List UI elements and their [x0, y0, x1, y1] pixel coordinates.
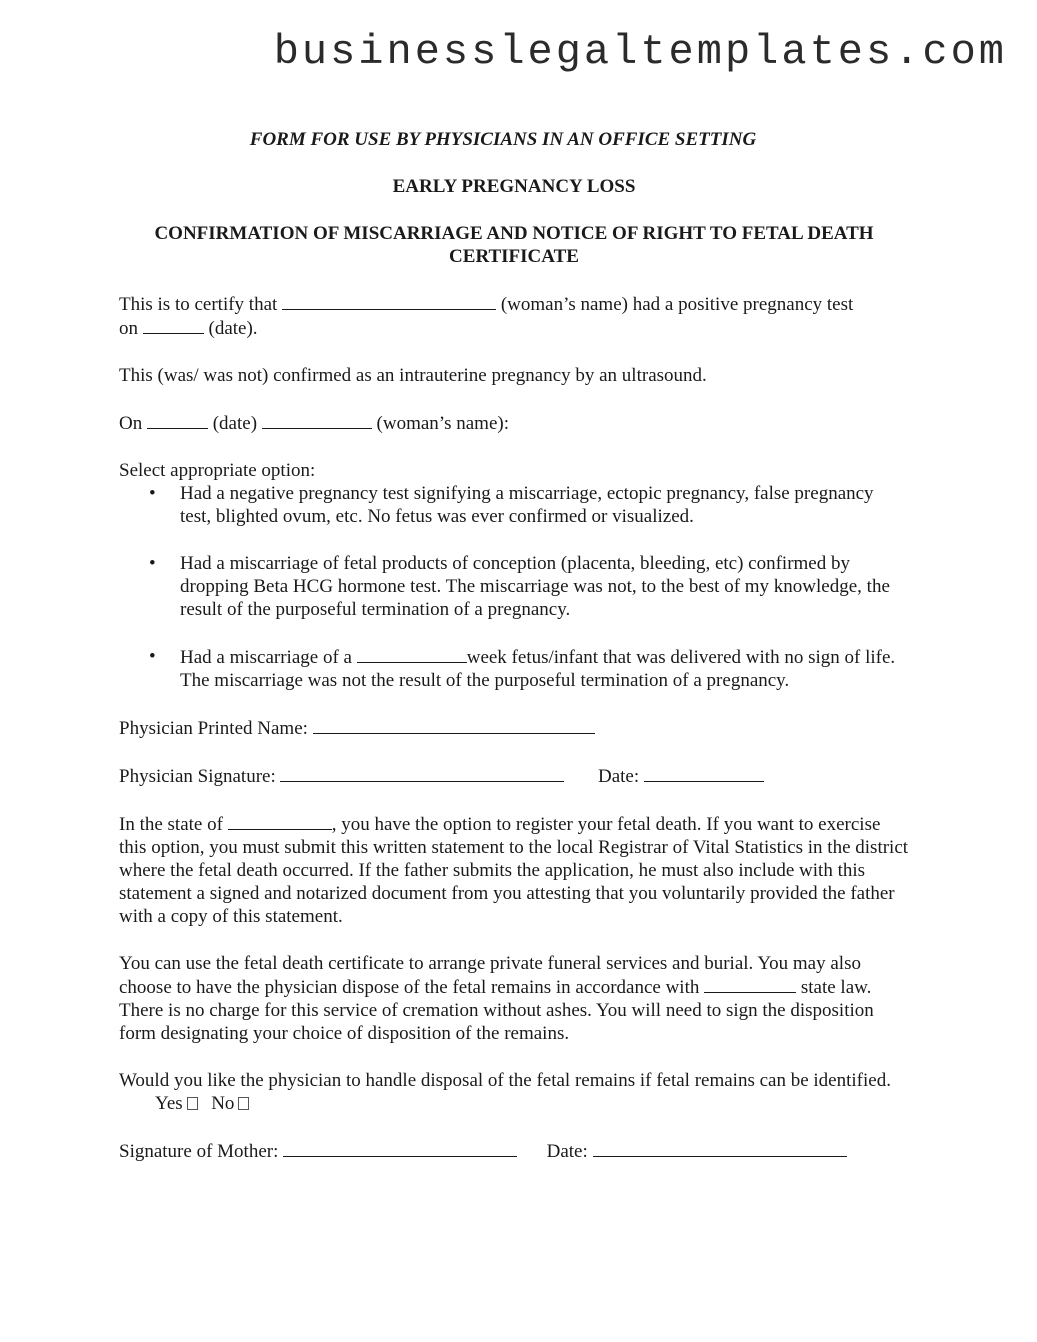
bullet-icon: • [149, 483, 156, 504]
certify-prefix: This is to certify that [119, 294, 278, 315]
form-title: EARLY PREGNANCY LOSS [392, 176, 636, 197]
state-field[interactable] [228, 812, 332, 830]
physician-printed-name-field[interactable] [313, 716, 595, 734]
bullet-icon: • [149, 553, 156, 574]
form-heading-line2: CERTIFICATE [449, 246, 579, 267]
form-heading-line1: CONFIRMATION OF MISCARRIAGE AND NOTICE OF RIGHT TO FETAL DEATH [154, 223, 874, 244]
certificate-use-text-1: You can use the fetal death certificate to arrange private funeral services and burial. You may also choose to have the physician dispose of the fetal remains in accordance with [119, 953, 861, 998]
option-miscarriage-hcg-text: Had a miscarriage of fetal products of conception (placenta, bleeding, etc) confirmed by dropping Beta HCG hormone test. The miscarriage was not, to the best of my knowledge, the result of the purposeful termination of a pregnancy. [180, 553, 890, 620]
option-negative-test[interactable] [119, 482, 909, 528]
fetus-weeks-field[interactable] [357, 645, 467, 663]
on-label: On [119, 413, 143, 434]
physician-signature-field[interactable] [280, 764, 564, 782]
woman-name-hint: (woman’s name) had a positive pregnancy test [500, 294, 854, 315]
options-intro: Select appropriate option: [119, 460, 316, 481]
test-date-field[interactable] [143, 316, 204, 334]
disposal-no-checkbox[interactable] [238, 1097, 249, 1110]
physician-printed-name-label: Physician Printed Name: [119, 718, 308, 739]
options-list [119, 482, 909, 692]
option-miscarriage-fetus-prefix: Had a miscarriage of a [180, 647, 352, 668]
test-date-hint: (date). [208, 318, 258, 339]
certify-on: on [119, 318, 138, 339]
disposal-yes-checkbox[interactable] [187, 1097, 198, 1110]
state-notice-text: , you have the option to register your fetal death. If you want to exercise this option, you must submit this written statement to the local Registrar of Vital Statistics in the district where the fetal death occurred. If the father submits the application, he must also include with this statement a signed and notarized document from you attesting that you voluntarily provided the father with a copy of this statement. [119, 814, 909, 927]
site-watermark: businesslegaltemplates.com [273, 28, 1007, 76]
certificate-use-text-2: state law. There is no charge for this service of cremation without ashes. You will need to sign the disposition form designating your choice of disposition of the remains. [119, 977, 874, 1044]
physician-printed-name-line [119, 716, 909, 740]
form-heading [119, 222, 909, 268]
option-negative-test-text: Had a negative pregnancy test signifying a miscarriage, ectopic pregnancy, false pregnancy test, blighted ovum, etc. No fetus was ever confirmed or visualized. [180, 483, 874, 527]
event-woman-name-hint: (woman’s name): [376, 413, 509, 434]
physician-date-field[interactable] [644, 764, 764, 782]
certificate-use-paragraph [119, 952, 909, 1045]
ultrasound-statement: This (was/ was not) confirmed as an intrauterine pregnancy by an ultrasound. [119, 365, 707, 386]
state-notice-paragraph [119, 812, 909, 928]
certify-paragraph [119, 292, 909, 340]
state-notice-prefix: In the state of [119, 814, 223, 835]
physician-signature-line [119, 764, 909, 788]
mother-date-field[interactable] [593, 1139, 847, 1157]
bullet-icon: • [149, 646, 156, 667]
mother-date-label: Date: [546, 1141, 588, 1162]
option-miscarriage-fetus[interactable] [119, 645, 909, 692]
disposal-question [119, 1069, 909, 1115]
option-miscarriage-hcg[interactable] [119, 552, 909, 621]
woman-name-field[interactable] [282, 292, 496, 310]
disposal-no-label: No [211, 1093, 235, 1114]
on-date-line [119, 411, 909, 435]
physician-date-label: Date: [597, 766, 640, 787]
option-miscarriage-fetus-suffix: week fetus/infant that was delivered with no sign of life. The miscarriage was not the result of the purposeful termination of a pregnancy. [180, 647, 896, 691]
event-date-field[interactable] [147, 411, 208, 429]
event-date-hint: (date) [212, 413, 258, 434]
disposal-yes-label: Yes [155, 1093, 183, 1114]
mother-signature-line [119, 1139, 909, 1163]
event-woman-name-field[interactable] [262, 411, 372, 429]
physician-signature-label: Physician Signature: [119, 766, 276, 787]
mother-signature-field[interactable] [283, 1139, 517, 1157]
mother-signature-label: Signature of Mother: [119, 1141, 279, 1162]
disposal-question-text: Would you like the physician to handle disposal of the fetal remains if fetal remains can be identified. [119, 1070, 891, 1091]
form-page [119, 128, 909, 1187]
form-subtitle: FORM FOR USE BY PHYSICIANS IN AN OFFICE SETTING [249, 129, 757, 150]
state-law-field[interactable] [704, 975, 796, 993]
